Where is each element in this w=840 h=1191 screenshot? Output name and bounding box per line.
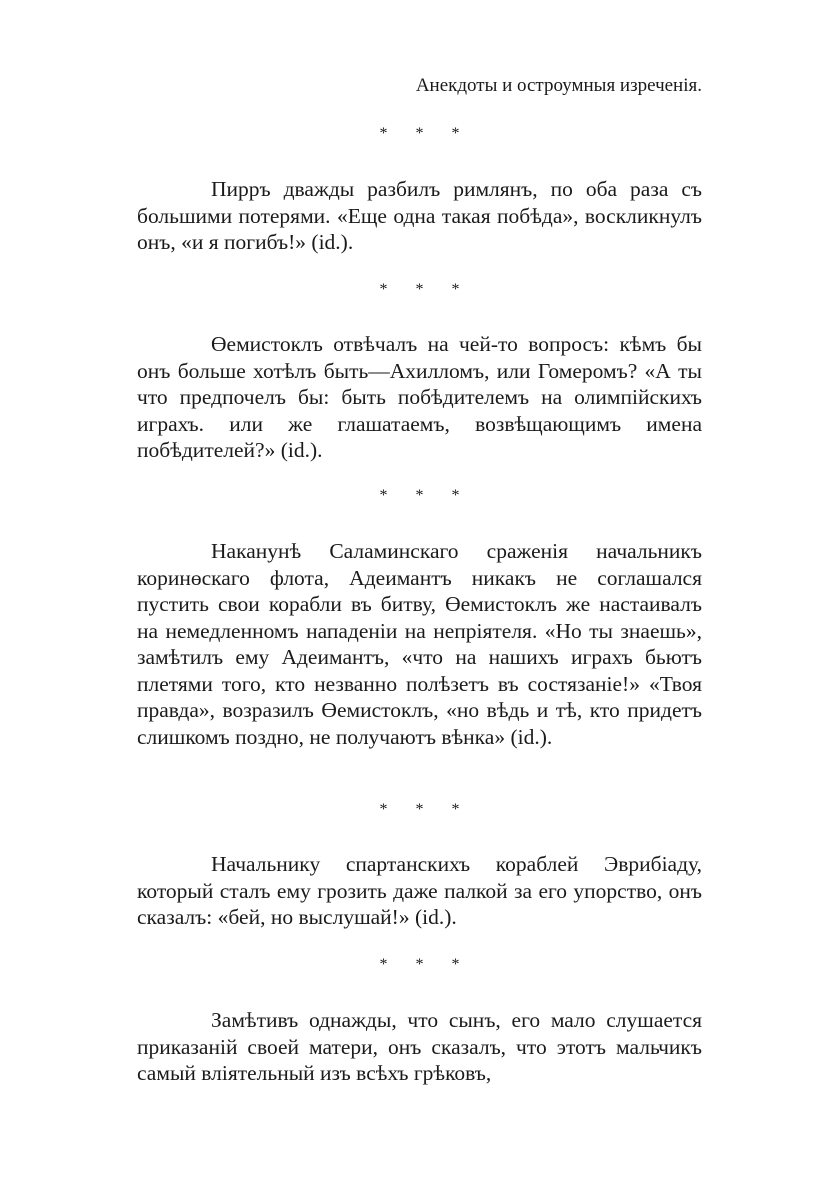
section-divider: * * * bbox=[379, 281, 472, 298]
paragraph-text: Пирръ дважды разбилъ римлянъ, по оба раза съ большими потерями. «Еще одна такая побѣда», воскликнулъ онъ, «и я погибъ!» (id.). bbox=[137, 177, 702, 254]
section-divider: * * * bbox=[379, 801, 472, 818]
section-divider: * * * bbox=[379, 125, 472, 142]
paragraph-text: Өемистоклъ отвѣчалъ на чей-то вопросъ: кѣмъ бы онъ больше хотѣлъ быть—Ахилломъ, или Гомеромъ? «А ты что предпочелъ бы: быть побѣдителемъ на олимпійскихъ играхъ. или же глашатаемъ, возвѣщающимъ имена побѣдителей?» (id.). bbox=[137, 332, 702, 462]
anecdote-paragraph bbox=[137, 851, 702, 931]
section-divider: * * * bbox=[379, 487, 472, 504]
running-header: Анекдоты и остроумныя изреченія. bbox=[415, 75, 702, 96]
paragraph-text: Начальнику спартанскихъ кораблей Эврибіаду, который сталъ ему грозить даже палкой за его упорство, онъ сказалъ: «бей, но выслушай!» (id.). bbox=[137, 852, 702, 929]
anecdote-paragraph bbox=[137, 331, 702, 464]
anecdote-paragraph bbox=[137, 1007, 702, 1087]
paragraph-text: Замѣтивъ однажды, что сынъ, его мало слушается приказаній своей матери, онъ сказалъ, что этотъ мальчикъ самый вліятельный изъ всѣхъ грѣковъ, bbox=[137, 1008, 702, 1085]
anecdote-paragraph bbox=[137, 176, 702, 256]
paragraph-text: Наканунѣ Саламинскаго сраженія начальникъ коринөскаго флота, Адеимантъ никакъ не соглашался пустить свои корабли въ битву, Өемистоклъ же настаивалъ на немедленномъ нападеніи на непріятеля. «Но ты знаешь», замѣтилъ ему Адеимантъ, «что на нашихъ играхъ бьютъ плетями того, кто незванно полѣзетъ въ состязаніе!» «Твоя правда», возразилъ Өемистоклъ, «но вѣдь и тѣ, кто придетъ слишкомъ поздно, не получаютъ вѣнка» (id.). bbox=[137, 539, 702, 749]
anecdote-paragraph bbox=[137, 538, 702, 750]
section-divider: * * * bbox=[379, 956, 472, 973]
